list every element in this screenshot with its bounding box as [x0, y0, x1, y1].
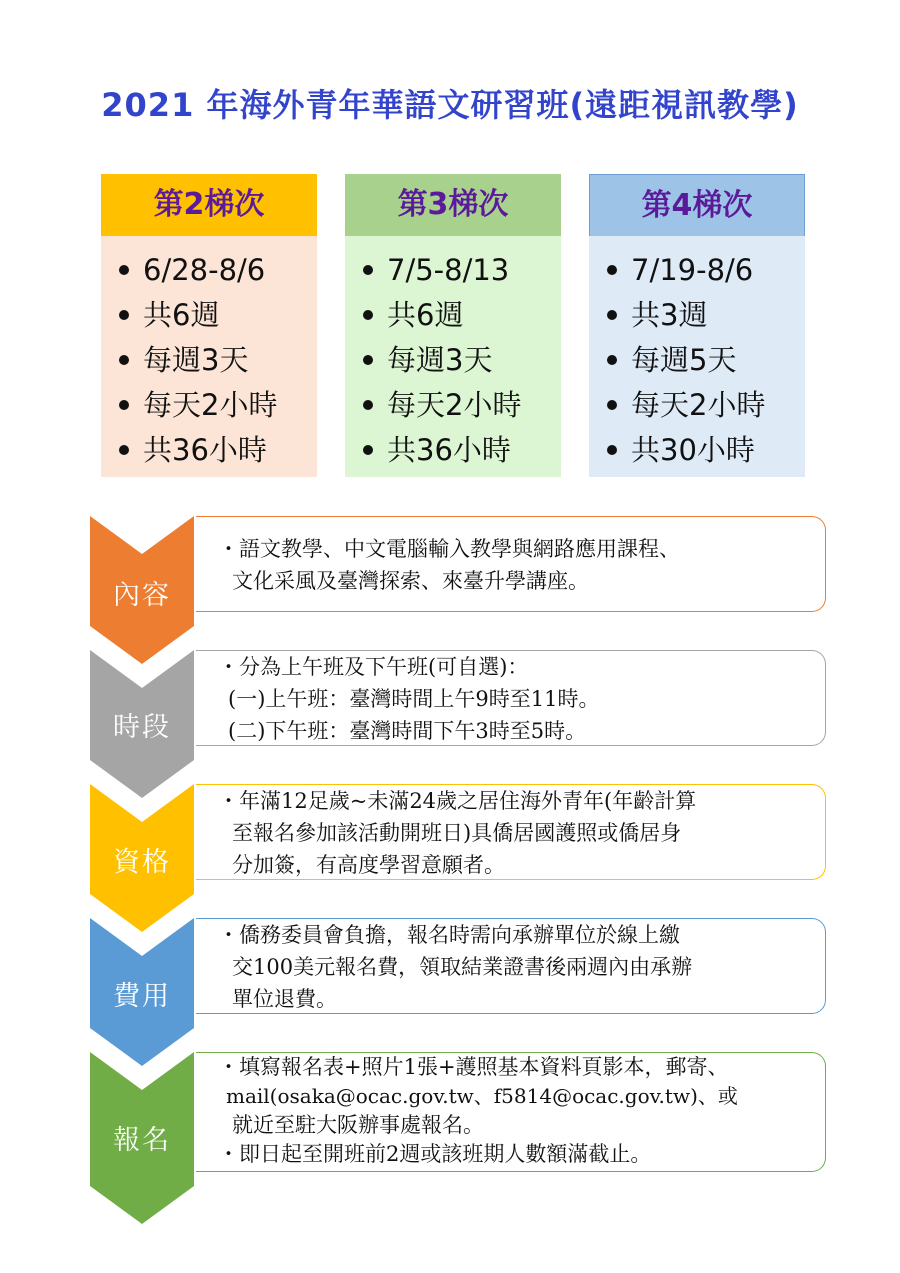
info-line: ・僑務委員會負擔，報名時需向承辦單位於線上繳	[218, 923, 680, 947]
batch-header: 第2梯次	[101, 174, 317, 236]
bullet-icon	[607, 355, 617, 365]
list-item: 共36小時	[363, 428, 561, 473]
info-line: 就近至駐大阪辦事處報名。	[232, 1113, 484, 1137]
section-box-eligibility	[196, 784, 826, 880]
section-chevron-fee	[90, 918, 194, 1066]
list-item: 共36小時	[119, 428, 317, 473]
bullet-icon	[363, 400, 373, 410]
batch-header: 第4梯次	[589, 174, 805, 236]
bullet-icon	[363, 265, 373, 275]
list-item: 7/19-8/6	[607, 248, 805, 293]
bullet-icon	[363, 445, 373, 455]
info-line: 文化采風及臺灣探索、來臺升學講座。	[232, 569, 589, 593]
section-chevron-eligibility	[90, 784, 194, 932]
bullet-icon	[119, 445, 129, 455]
section-label: 時段	[113, 712, 171, 743]
section-label: 報名	[113, 1125, 171, 1156]
section-box-content	[196, 516, 826, 612]
section-chevron-content	[90, 516, 194, 664]
batch-header: 第3梯次	[345, 174, 561, 236]
info-line: (一)上午班：臺灣時間上午9時至11時。	[228, 687, 600, 711]
section-label: 內容	[113, 580, 171, 611]
section-label: 資格	[113, 847, 171, 878]
batch-body	[589, 236, 805, 477]
list-item: 每天2小時	[607, 383, 805, 428]
batch-body	[101, 236, 317, 477]
section-box-fee	[196, 918, 826, 1014]
list-item: 共6週	[363, 293, 561, 338]
bullet-icon	[607, 265, 617, 275]
bullet-icon	[119, 265, 129, 275]
bullet-icon	[119, 355, 129, 365]
list-item: 每週3天	[119, 338, 317, 383]
list-item: 每天2小時	[363, 383, 561, 428]
info-line: ・即日起至開班前2週或該班期人數額滿截止。	[218, 1142, 652, 1166]
list-item: 6/28-8/6	[119, 248, 317, 293]
bullet-icon	[119, 310, 129, 320]
page-title: 2021 年海外青年華語文研習班(遠距視訊教學)	[101, 86, 799, 124]
list-item: 共3週	[607, 293, 805, 338]
info-line: 分加簽，有高度學習意願者。	[232, 853, 505, 877]
bullet-icon	[363, 310, 373, 320]
info-line: (二)下午班：臺灣時間下午3時至5時。	[228, 719, 587, 743]
list-item: 每週5天	[607, 338, 805, 383]
batch-card-4	[589, 174, 805, 477]
info-line: 交100美元報名費，領取結業證書後兩週內由承辦	[232, 955, 693, 979]
info-line: ・年滿12足歲~未滿24歲之居住海外青年(年齡計算	[218, 789, 697, 813]
info-line: ・填寫報名表+照片1張+護照基本資料頁影本，郵寄、	[218, 1055, 729, 1079]
section-box-signup	[196, 1052, 826, 1172]
batch-card-2	[101, 174, 317, 477]
section-box-time	[196, 650, 826, 746]
bullet-icon	[607, 400, 617, 410]
bullet-icon	[607, 445, 617, 455]
info-line: 單位退費。	[232, 987, 337, 1011]
info-line: mail(osaka@ocac.gov.tw、f5814@ocac.gov.tw)、或	[226, 1084, 738, 1108]
bullet-icon	[363, 355, 373, 365]
section-label: 費用	[113, 981, 171, 1012]
list-item: 7/5-8/13	[363, 248, 561, 293]
list-item: 共6週	[119, 293, 317, 338]
info-line: ・語文教學、中文電腦輸入教學與網路應用課程、	[218, 537, 680, 561]
list-item: 每週3天	[363, 338, 561, 383]
section-chevron-time	[90, 650, 194, 798]
list-item: 共30小時	[607, 428, 805, 473]
bullet-icon	[607, 310, 617, 320]
bullet-icon	[119, 400, 129, 410]
section-chevron-signup	[90, 1052, 194, 1224]
info-line: 至報名參加該活動開班日)具僑居國護照或僑居身	[232, 821, 682, 845]
batch-card-3	[345, 174, 561, 477]
info-line: ・分為上午班及下午班(可自選)：	[218, 655, 529, 679]
batch-body	[345, 236, 561, 477]
list-item: 每天2小時	[119, 383, 317, 428]
